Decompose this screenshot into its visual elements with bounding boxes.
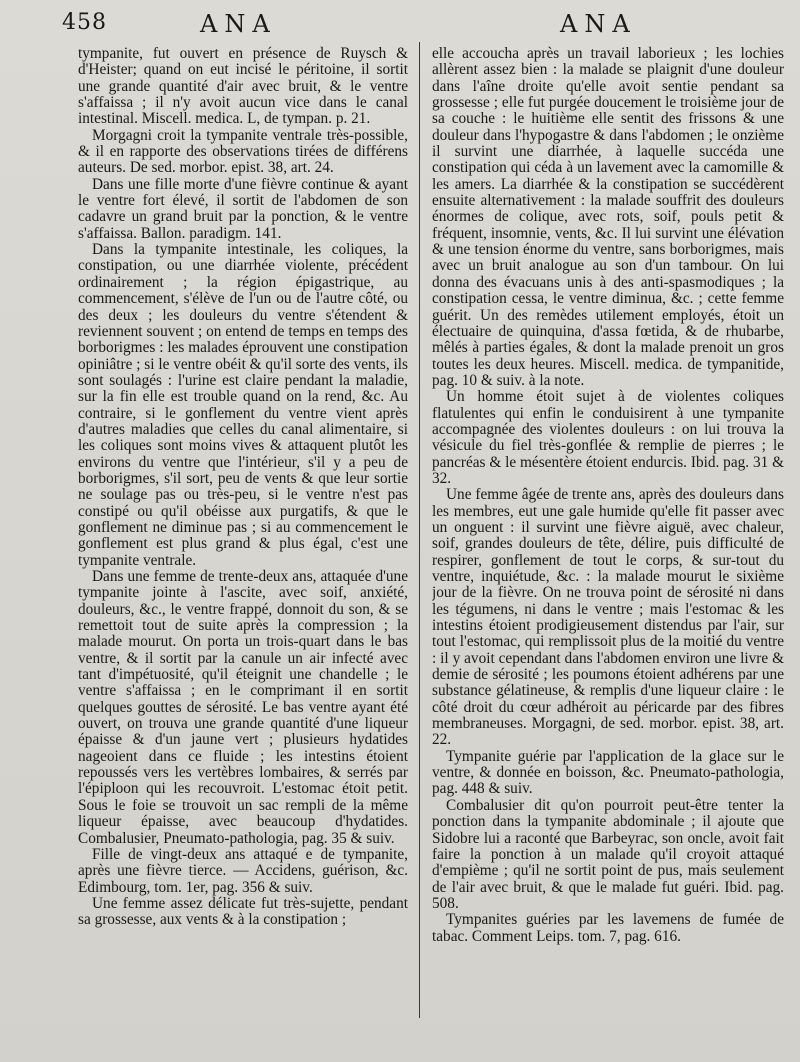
paragraph: Tympanite guérie par l'application de la glace sur le ventre, & donnée en boisson, &c. Pneumato-pathologia, pag. 448 & suiv. [432,747,784,798]
paragraph: Dans une fille morte d'une fièvre continue & ayant le ventre fort élevé, il sortit de l'abdomen de son cadavre un grand bruit par la ponction, & le ventre s'affaissa. Ballon. paradigm. 141. [78,175,408,242]
paragraph: Dans une femme de trente-deux ans, attaquée d'une tympanite jointe à l'ascite, avec soif, anxiété, douleurs, &c., le ventre frappé, donnoit du son, & se remettoit tout de suite après la compression ; la malade mourut. On porta un trois-quart dans le bas ventre, & il sortit par la canule un air infecté avec tant d'impétuosité, qu'il éteignit une chandelle ; le ventre s'affaissa ; en le comprimant il en sortit quelques gouttes de sérosité. Le bas ventre ayant été ouvert, on trouva une grande quantité d'une liqueur épaisse & d'un jaune vert ; plusieurs hydatides nageoient dans ce fluide ; les intestins étoient repoussés vers les vertèbres lombaires, & serrés par l'épiploon qui les recouvroit. L'estomac étoit petit. Sous le foie se trouvoit un sac rempli de la même liqueur épaisse, avec beaucoup d'hydatides. Combalusier, Pneumato-pathologia, pag. 35 & suiv. [78,568,408,847]
left-running-title: ANA [200,10,277,38]
left-column [78,46,408,1018]
paragraph: Dans la tympanite intestinale, les coliques, la constipation, ou une diarrhée violente, précédent ordinairement ; la région épigastrique, au commencement, s'élève de l'un ou de l'autre côté, ou des deux ; les douleurs du ventre s'étendent & reviennent souvent ; on entend de temps en temps des borborigmes : les malades éprouvent une constipation opiniâtre ; si le ventre obéit & qu'il sorte des vents, ils sont soulagés : l'urine est claire pendant la maladie, sur la fin elle est trouble quand on la rend, &c. Au contraire, si le gonflement du ventre vient après d'autres maladies que celles du canal alimentaire, si les coliques sont moins vives & attaquent plutôt les environs du ventre que l'intérieur, s'il y a peu de borborigmes, s'il sort, peu de vents & que leur sortie ne soulage pas ou très-peu, si le ventre n'est pas constipé ou qu'il obéisse aux purgatifs, & que le gonflement ne diminue pas ; si au commencement le gonflement est plus grand & plus égal, c'est une tympanite ventrale. [78,241,408,569]
column-rule [419,42,420,1018]
right-column [432,46,784,1018]
paragraph: Une femme assez délicate fut très-sujette, pendant sa grossesse, aux vents & à la constipation ; [78,894,408,929]
paragraph: Tympanites guéries par les lavemens de fumée de tabac. Comment Leips. tom. 7, pag. 616. [432,911,784,945]
paragraph: Combalusier dit qu'on pourroit peut-être tenter la ponction dans la tympanite abdominale ; il ajoute que Sidobre lui a raconté que Barbeyrac, son oncle, avoit fait faire la ponction à un malade qu'il croyoit attaqué d'empième ; qu'il ne sortit point de pus, mais seulement de l'air avec bruit, & que le malade fut guéri. Ibid. pag. 508. [432,796,784,912]
paragraph: Une femme âgée de trente ans, après des douleurs dans les membres, eut une gale humide qu'elle fit passer avec un onguent : il survint une fièvre aiguë, avec chaleur, soif, grandes douleurs de tête, délire, puis difficulté de respirer, gonflement de tout le corps, & sur-tout du ventre, inquiétude, &c. : la malade mourut le sixième jour de la fièvre. On ne trouva point de sérosité ni dans les tégumens, ni dans le ventre ; mais l'estomac & les intestins étoient prodigieusement distendus par l'air, sur tout l'estomac, qui remplissoit plus de la moitié du ventre : il y avoit cependant dans l'abdomen environ une livre & demie de sérosité ; les poumons étoient adhérens par une substance gélatineuse, & remplis d'une liqueur claire : le côté droit du cœur adhéroit au péricarde par des fibres membraneuses. Morgagni, de sed. morbor. epist. 38, art. 22. [432,486,784,749]
paragraph: Morgagni croit la tympanite ventrale très-possible, & il en rapporte des observations tirées de différens auteurs. De sed. morbor. epist. 38, art. 24. [78,126,408,177]
paragraph: Fille de vingt-deux ans attaqué e de tympanite, après une fièvre tierce. — Accidens, guérison, &c. Edimbourg, tom. 1er, pag. 356 & suiv. [78,845,408,896]
paragraph: elle accoucha après un travail laborieux ; les lochies allèrent assez bien : la malade se plaignit d'une douleur dans l'aîne droite qu'elle avoit sentie pendant sa grossesse ; elle fut purgée doucement le troisième jour de sa couche : le huitième elle sentit des frissons & une douleur dans l'hypogastre & dans l'abdomen ; le onzième il survint une diarrhée, à laquelle succéda une constipation qui céda à un lavement avec la camomille & les amers. La diarrhée & la constipation se succédèrent ensuite alternativement : la malade souffrit des douleurs énormes de colique, avec rots, soif, pouls petit & fréquent, insomnie, vents, &c. Il lui survint une élévation & une tension énorme du ventre, sans borborigmes, mais avec un bruit analogue au son d'un tambour. On lui donna des évacuans unis à des anti-spasmodiques ; la constipation cessa, le ventre diminua, &c. ; cette femme guérit. Un des remèdes utilement employés, étoit un électuaire de quinquina, d'assa fœtida, & de rhubarbe, mêlés à parties égales, & dont la malade prenoit un gros toutes les deux heures. Miscell. medica. de tympanitide, pag. 10 & suiv. à la note. [432,46,784,389]
page-number: 458 [62,10,107,35]
running-header [0,10,800,46]
paragraph: tympanite, fut ouvert en présence de Ruysch & d'Heister; quand on eut incisé le péritoine, il sortit une grande quantité d'air avec bruit, & le ventre s'affaissa ; il n'y avoit aucun vice dans le canal intestinal. Miscell. medica. L, de tympan. p. 21. [78,46,408,128]
right-running-title: ANA [560,10,637,38]
paragraph: Un homme étoit sujet à de violentes coliques flatulentes qui enfin le conduisirent à une tympanite accompagnée des violentes douleurs : on lui trouva la vésicule du fiel très-gonflée & remplie de pierres ; le pancréas & le mésentère étoient endurcis. Ibid. pag. 31 & 32. [432,388,784,487]
